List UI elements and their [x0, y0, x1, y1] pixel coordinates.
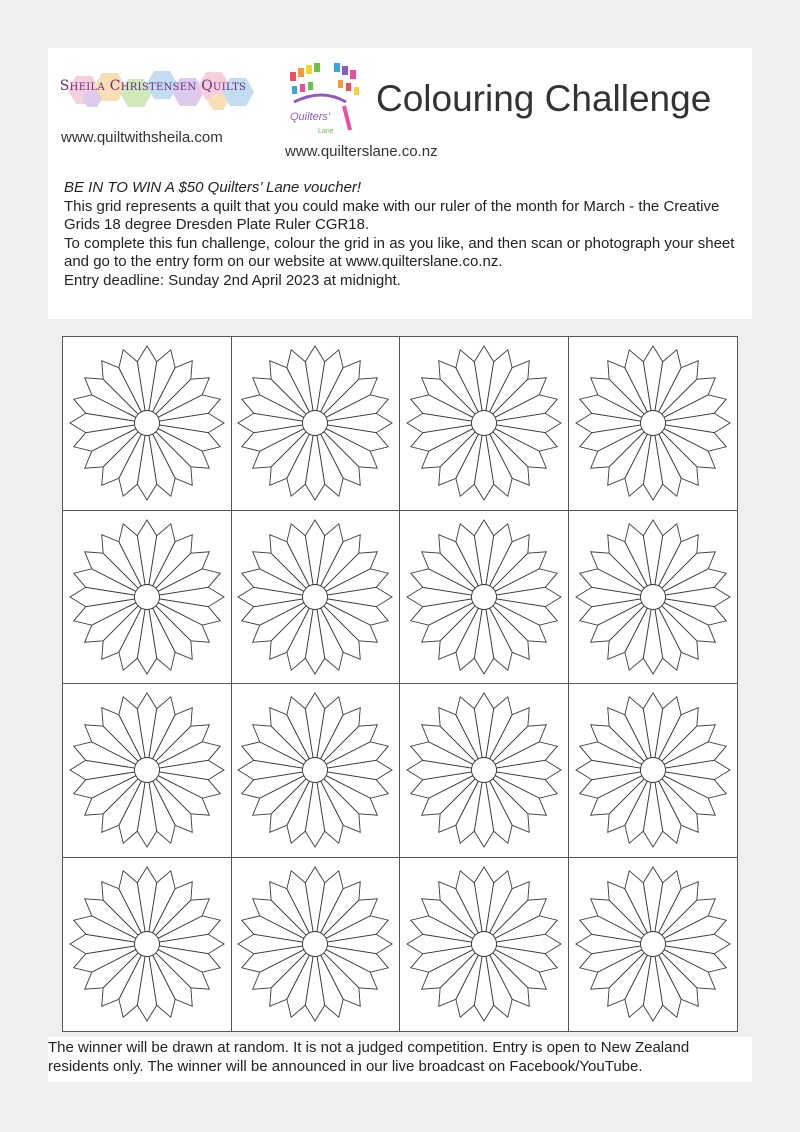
intro-paragraph-2: To complete this fun challenge, colour the grid in as you like, and then scan or photograph your sheet and go to the entry form on our website at www.quilterslane.co.nz.: [64, 234, 735, 270]
footer-panel: [48, 1037, 752, 1082]
grid-cell: [569, 684, 738, 858]
grid-cell: [569, 858, 738, 1032]
grid-cell: [400, 684, 569, 858]
quilters-lane-logo-subtext: Lane: [318, 128, 334, 135]
dresden-plate-icon: [68, 344, 226, 502]
grid-cell: [232, 858, 401, 1032]
grid-cell: [232, 684, 401, 858]
footer-notice: The winner will be drawn at random. It is not a judged competition. Entry is open to New Zealand residents only. The winner will be announced in our live broadcast on Facebook/YouTube.: [48, 1039, 690, 1075]
grid-cell: [569, 511, 738, 685]
quilters-lane-logo-text: Quilters': [290, 111, 330, 123]
colouring-grid: [62, 336, 738, 1032]
grid-cell: [400, 511, 569, 685]
entry-deadline: Entry deadline: Sunday 2nd April 2023 at midnight.: [64, 271, 401, 289]
header-panel: [48, 48, 752, 319]
dresden-plate-icon: [236, 344, 394, 502]
grid-cell: [569, 337, 738, 511]
dresden-plate-icon: [236, 518, 394, 676]
grid-cell: [232, 337, 401, 511]
dresden-plate-icon: [236, 691, 394, 849]
dresden-plate-icon: [236, 865, 394, 1023]
dresden-plate-icon: [574, 344, 732, 502]
grid-cell: [63, 337, 232, 511]
prize-headline: BE IN TO WIN A $50 Quilters’ Lane voucher!: [64, 179, 362, 196]
dresden-plate-icon: [68, 518, 226, 676]
dresden-plate-icon: [405, 518, 563, 676]
dresden-plate-icon: [574, 691, 732, 849]
dresden-plate-icon: [68, 691, 226, 849]
dresden-plate-icon: [574, 865, 732, 1023]
sheila-logo-text: Sheila Christensen Quilts: [59, 78, 247, 94]
grid-cell: [400, 858, 569, 1032]
grid-cell: [400, 337, 569, 511]
grid-cell: [63, 511, 232, 685]
grid-cell: [63, 858, 232, 1032]
dresden-plate-icon: [405, 865, 563, 1023]
grid-cell: [63, 684, 232, 858]
quilters-lane-website-url[interactable]: www.quilterslane.co.nz: [285, 143, 438, 160]
sheila-website-url[interactable]: www.quiltwithsheila.com: [61, 129, 223, 146]
page-title: Colouring Challenge: [376, 78, 712, 119]
dresden-plate-icon: [405, 344, 563, 502]
dresden-plate-icon: [405, 691, 563, 849]
dresden-plate-icon: [68, 865, 226, 1023]
intro-paragraph-1: This grid represents a quilt that you could make with our ruler of the month for March - the Creative Grids 18 degree Dresden Plate Ruler CGR18.: [64, 197, 720, 233]
intro-text: [64, 179, 744, 290]
dresden-plate-icon: [574, 518, 732, 676]
grid-cell: [232, 511, 401, 685]
quilters-lane-logo: [284, 58, 366, 138]
